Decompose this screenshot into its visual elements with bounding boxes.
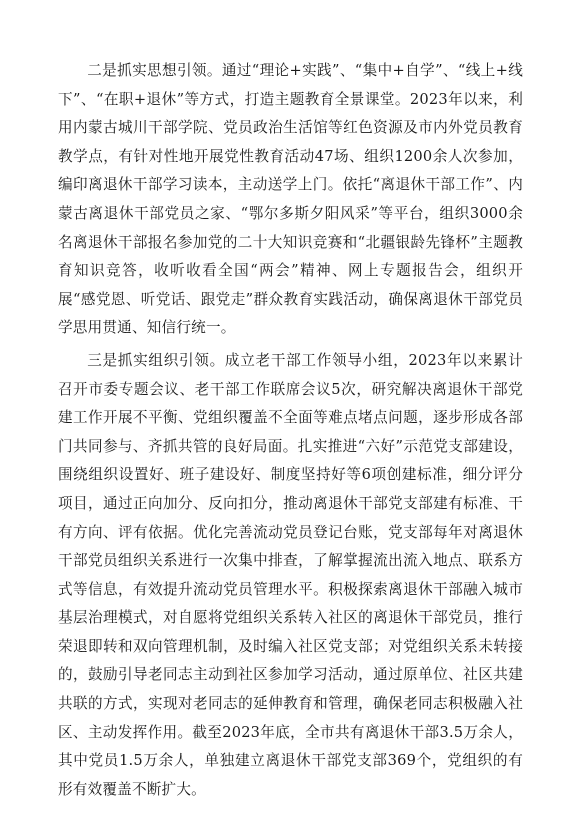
paragraph-organization-leadership: 三是抓实组织引领。成立老干部工作领导小组，2023年以来累计召开市委专题会议、老干部工作联席会议5次，研究解决离退休干部党建工作开展不平衡、党组织覆盖不全面等难点堵点问题，逐步形成各部门共同参与、齐抓共管的良好局面。扎实推进“六好”示范党支部建设，围绕组织设置好、班子建设好、制度坚持好等6项创建标准，细分评分项目，通过正向加分、反向扣分，推动离退休干部党支部建有标准、干有方向、评有依据。优化完善流动党员登记台账，党支部每年对离退休干部党员组织关系进行一次集中排查，了解掌握流出流入地点、联系方式等信息，有效提升流动党员管理水平。积极探索离退休干部融入城市基层治理模式，对自愿将党组织关系转入社区的离退休干部党员，推行荣退即转和双向管理机制，及时编入社区党支部；对党组织关系未转接的，鼓励引导老同志主动到社区参加学习活动，通过原单位、社区共建共联的方式，实现对老同志的延伸教育和管理，确保老同志积极融入社区、主动发挥作用。截至2023年底，全市共有离退休干部3.5万余人，其中党员1.5万余人，单独建立离退休干部党支部369个，党组织的有形有效覆盖不断扩大。 bbox=[58, 351, 523, 798]
paragraph-thought-leadership: 二是抓实思想引领。通过“理论+实践”、“集中+自学”、“线上+线下”、“在职+退休”等方式，打造主题教育全景课堂。2023年以来，利用内蒙古城川干部学院、党员政治生活馆等红色资源及市内外党员教育教学点，有针对性地开展党性教育活动47场、组织1200余人次参加，编印离退休干部学习读本，主动送学上门。依托“离退休干部工作”、内蒙古离退休干部党员之家、“鄂尔多斯夕阳风采”等平台，组织3000余名离退休干部报名参加党的二十大知识竞赛和“北疆银龄先锋杯”主题教育知识竞答，收听收看全国“两会”精神、网上专题报告会，组织开展“感党恩、听党话、跟党走”群众教育实践活动，确保离退休干部党员学思用贯通、知信行统一。 bbox=[58, 62, 523, 337]
document-body bbox=[58, 57, 523, 804]
